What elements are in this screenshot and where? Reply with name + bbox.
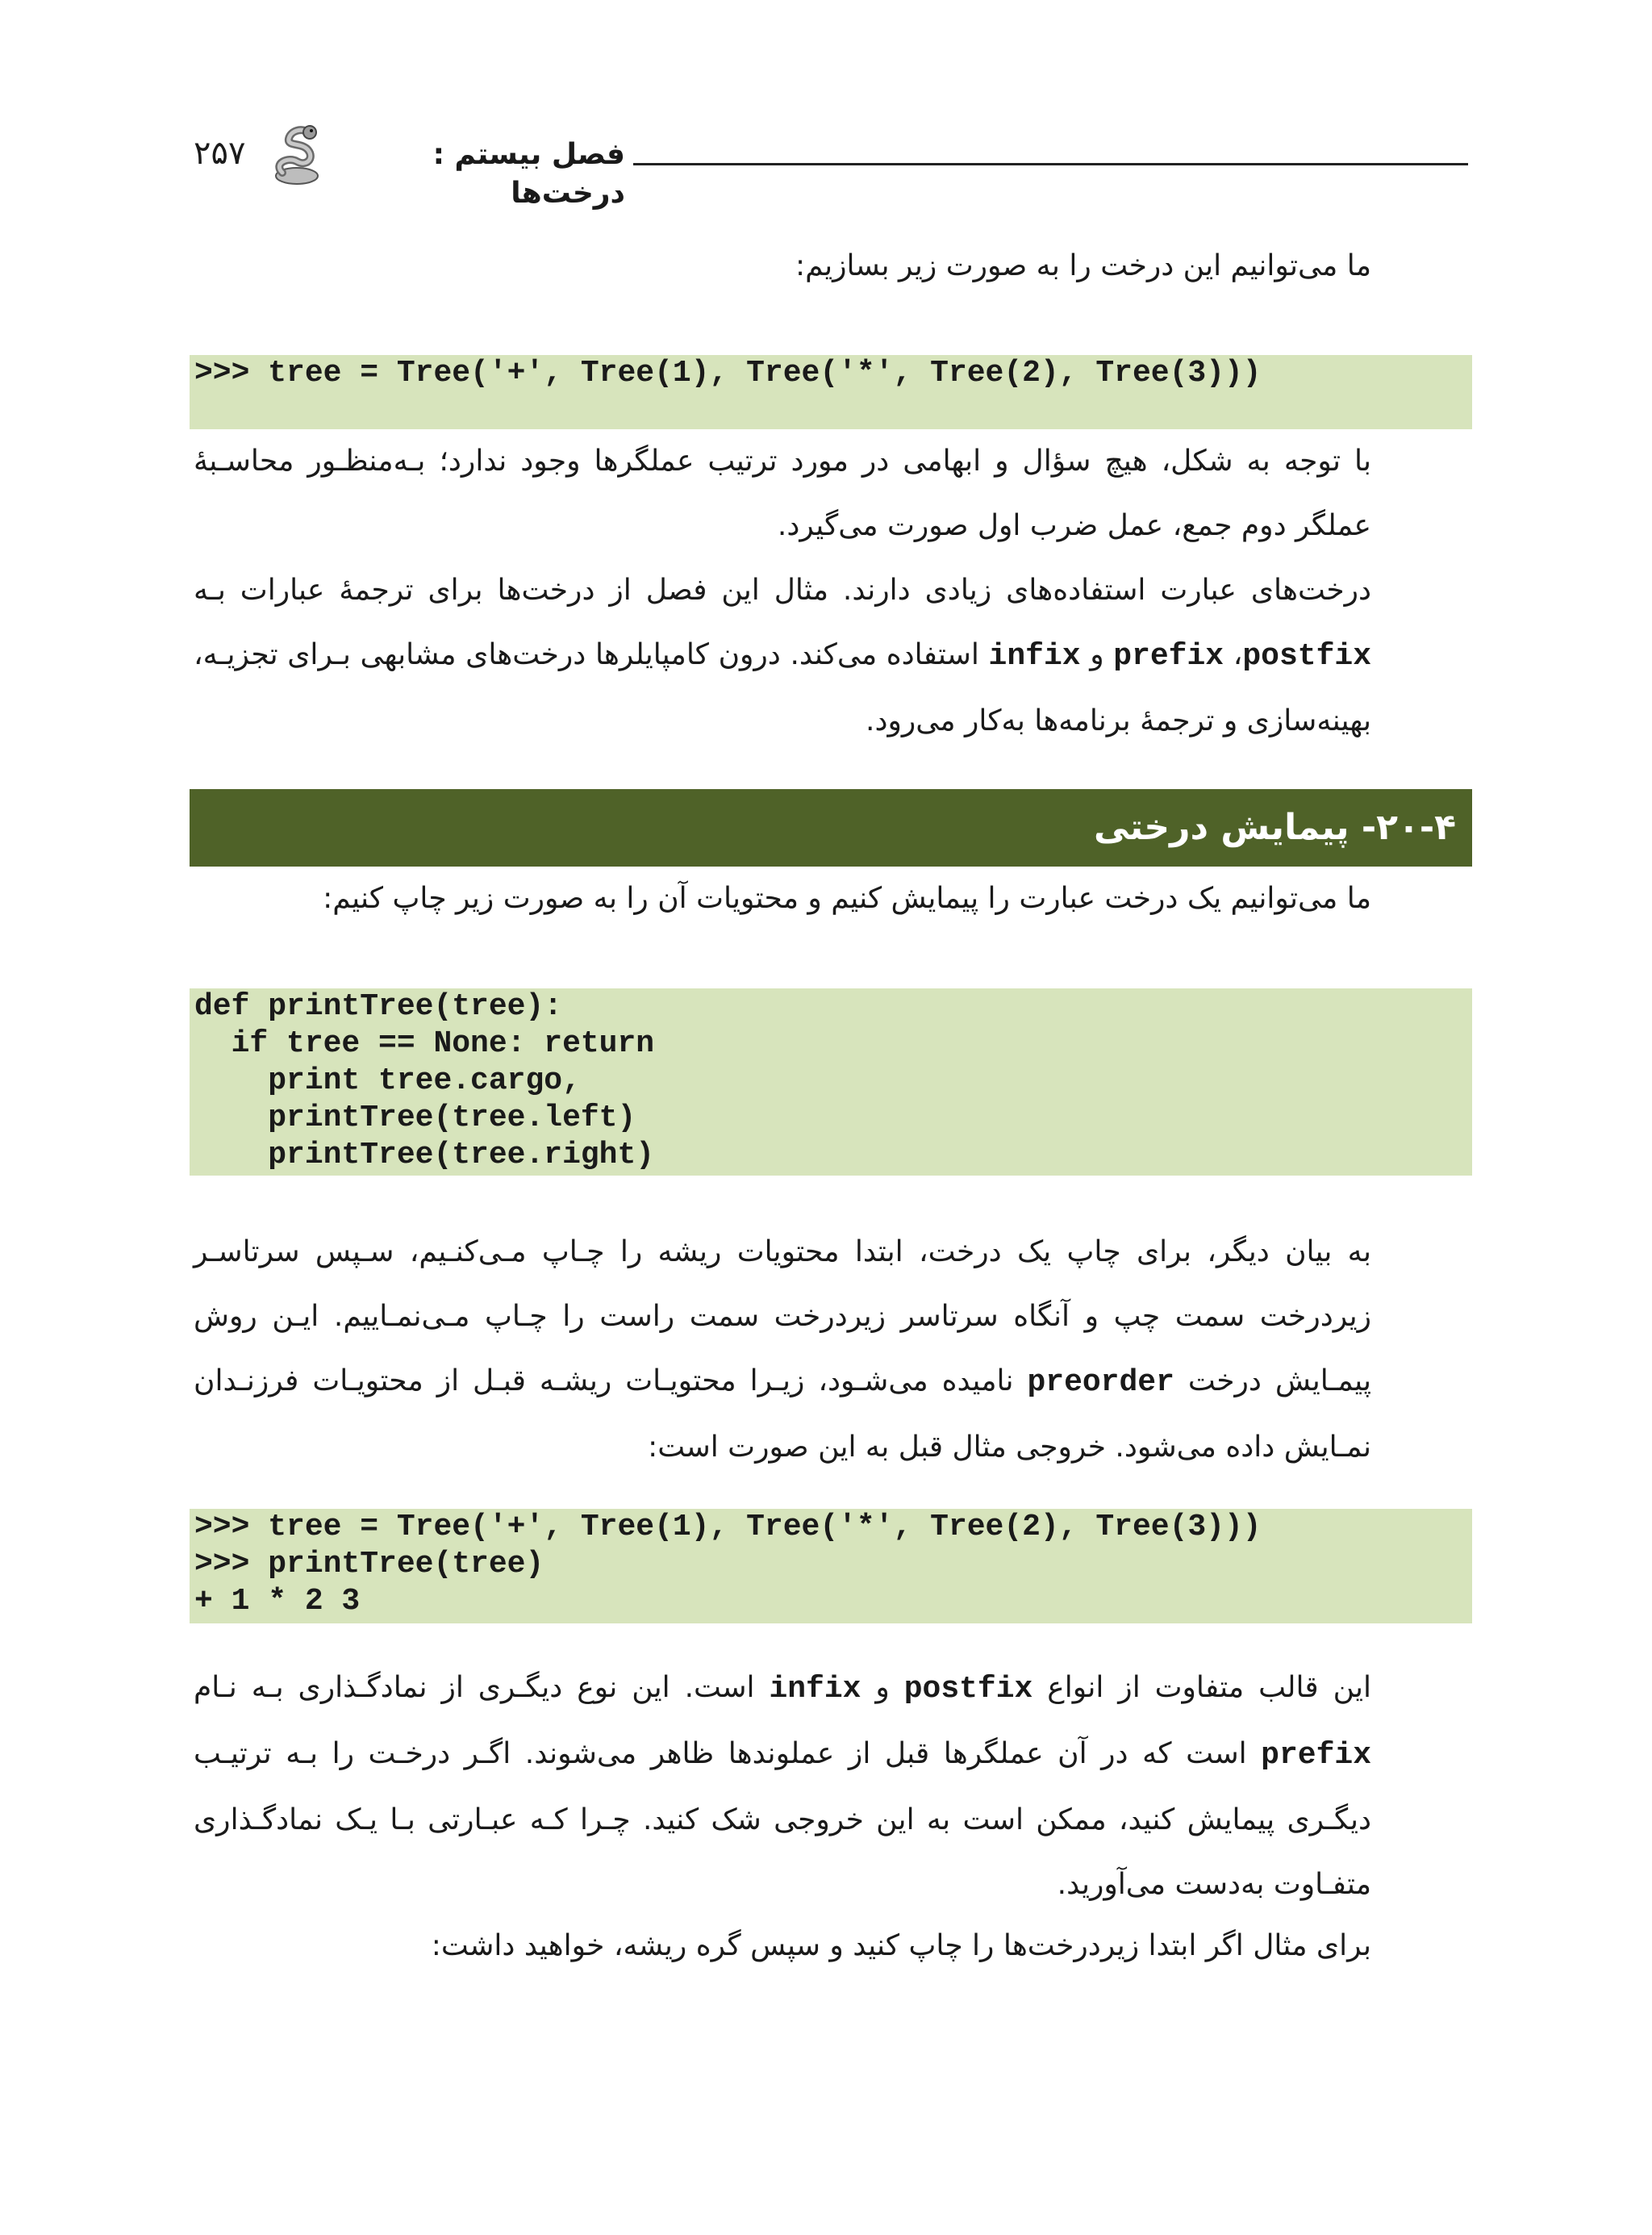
text-part: استفاده می‌کند. درون کامپایلرها درخت‌های مشابهی بـرای تجزیـه، بهینه‌سازی و ترجمۀ برنامه‌ها به‌کار می‌رود. (194, 638, 1371, 737)
code-line: >>> printTree(tree) (194, 1547, 544, 1581)
section-title: پیمایش درختی (1093, 807, 1350, 848)
code-line: printTree(tree.left) (194, 1101, 636, 1135)
paragraph-preorder (194, 1220, 1468, 1480)
chapter-title: فصل بیستم : درخت‌ها (432, 138, 625, 210)
code-term-infix: infix (769, 1672, 861, 1707)
code-term-infix: infix (988, 639, 1081, 674)
text-part: این قالب متفاوت از انواع (1032, 1671, 1371, 1704)
page-number: ۲۵۷ (194, 135, 246, 172)
paragraph-traverse-intro-text: ما می‌توانیم یک درخت عبارت را پیمایش کنیم و محتویات آن را به صورت زیر چاپ کنیم: (323, 882, 1371, 915)
text-part: درخت‌های عبارت استفاده‌های زیادی دارند. مثال این فصل از درخت‌ها برای ترجمۀ عبارات بـه (194, 574, 1371, 607)
code-term-prefix: prefix (1113, 639, 1224, 674)
paragraph-prefix (194, 1656, 1468, 1917)
paragraph-shape-text: با توجه به شکل، هیچ سؤال و ابهامی در مورد ترتیب عملگرها وجود ندارد؛ بـه‌منظـور محاسـبۀ عملگر دوم جمع، عمل ضرب اول صورت می‌گیرد. (194, 445, 1371, 542)
python-snake-icon (265, 123, 329, 187)
paragraph-shape (194, 429, 1468, 558)
text-separator: ، (1224, 638, 1243, 671)
code-term-preorder: preorder (1027, 1365, 1174, 1400)
code-line: print tree.cargo, (194, 1063, 581, 1098)
section-heading (1094, 789, 1456, 867)
text-part: است. این نوع دیگـری از نمادگـذاری بـه نـام (194, 1671, 770, 1704)
section-heading-bar (190, 789, 1472, 867)
paragraph-expression-trees (194, 558, 1468, 754)
intro-paragraph (194, 234, 1468, 299)
code-term-postfix: postfix (903, 1672, 1033, 1707)
code-block-output (190, 1509, 1472, 1623)
text-separator: و (861, 1671, 904, 1704)
code-block-tree-construction (190, 355, 1472, 429)
text-part: است که در آن عملگرها قبل از عملوندها ظاهر می‌شوند. اگـر درخـت را بـه ترتیـب دیگـری پیمایش کنید، ممکن است به این خروجی شک کنید. چـرا کـه عبـارتی بـا یـک نمادگـذاری متفـاوت به‌دست می‌آورید. (194, 1737, 1371, 1901)
code-term-prefix: prefix (1261, 1738, 1371, 1773)
code-line: def printTree(tree): (194, 989, 563, 1024)
code-block-print-tree (190, 988, 1472, 1176)
code-line: >>> tree = Tree('+', Tree(1), Tree('*', Tree(2), Tree(3))) (194, 1510, 1262, 1544)
text-separator: و (1080, 638, 1114, 671)
section-number: ۲۰-۴- (1361, 807, 1456, 848)
code-line: + 1 * 2 3 (194, 1584, 361, 1619)
text-part: به بیان دیگر، برای چاپ یک درخت، ابتدا محتویات ریشه را چـاپ مـی‌کنـیم، سـپس سرتاسـر زیردرخت سمت چپ و آنگاه سرتاسر زیردرخت سمت راست را چـاپ مـی‌نمـاییم. ایـن روش پیمـایش درخت (194, 1235, 1371, 1397)
code-line: printTree(tree.right) (194, 1138, 655, 1172)
code-line: if tree == None: return (194, 1026, 655, 1061)
code-term-postfix: postfix (1242, 639, 1372, 674)
running-header (194, 121, 1468, 210)
intro-text: ما می‌توانیم این درخت را به صورت زیر بسازیم: (795, 249, 1371, 282)
header-rule (633, 163, 1468, 165)
paragraph-last-text: برای مثال اگر ابتدا زیردرخت‌ها را چاپ کنید و سپس گره ریشه، خواهید داشت: (431, 1929, 1371, 1962)
code-line: >>> tree = Tree('+', Tree(1), Tree('*', Tree(2), Tree(3))) (194, 356, 1262, 391)
text-part: نامیده می‌شـود، زیـرا محتویـات ریشـه قبـل از محتویـات فرزنـدان نمـایش داده می‌شود. خروجی مثال قبل به این صورت است: (194, 1364, 1371, 1464)
paragraph-traverse-intro (194, 867, 1468, 931)
paragraph-last (194, 1914, 1468, 1978)
